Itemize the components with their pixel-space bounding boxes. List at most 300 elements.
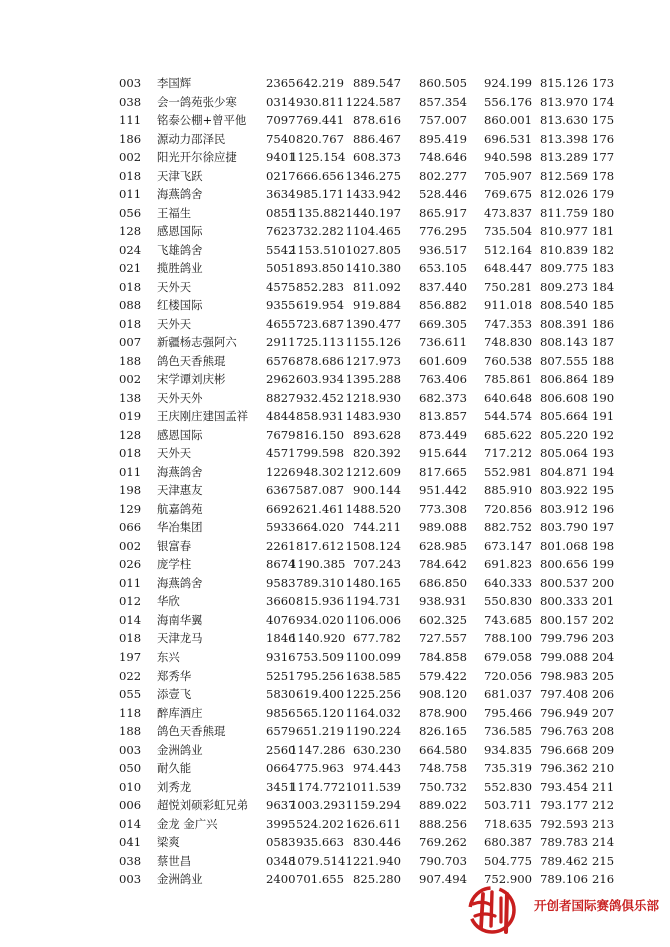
ring-number: 0855 bbox=[266, 205, 296, 220]
ring-number: 4571 bbox=[266, 446, 296, 461]
club-code: 011 bbox=[119, 575, 142, 590]
score-1: 799.598 bbox=[296, 446, 344, 461]
table-row bbox=[0, 333, 670, 352]
total-score: 796.763 bbox=[540, 724, 588, 739]
ring-number: 8827 bbox=[266, 390, 296, 405]
score-1: 725.113 bbox=[296, 335, 344, 350]
loft-name: 梁爽 bbox=[157, 835, 180, 850]
rank-number: 184 bbox=[592, 279, 615, 294]
club-code: 024 bbox=[119, 242, 142, 257]
rank-number: 207 bbox=[592, 705, 615, 720]
club-code: 188 bbox=[119, 353, 142, 368]
score-2: 744.211 bbox=[353, 520, 401, 535]
club-code: 018 bbox=[119, 279, 142, 294]
club-code: 026 bbox=[119, 557, 142, 572]
club-code: 066 bbox=[119, 520, 142, 535]
table-row bbox=[0, 796, 670, 815]
score-4: 747.353 bbox=[484, 316, 532, 331]
ring-number: 1846 bbox=[266, 631, 296, 646]
score-1: 816.150 bbox=[296, 427, 344, 442]
club-code: 088 bbox=[119, 298, 142, 313]
rank-number: 175 bbox=[592, 113, 615, 128]
total-score: 805.064 bbox=[540, 446, 588, 461]
loft-name: 添壹飞 bbox=[157, 687, 192, 702]
club-code: 186 bbox=[119, 131, 142, 146]
ring-number: 0348 bbox=[266, 853, 296, 868]
total-score: 811.759 bbox=[540, 205, 588, 220]
score-3: 857.354 bbox=[419, 94, 467, 109]
score-1: 1135.882 bbox=[290, 205, 346, 220]
score-1: 732.282 bbox=[296, 224, 344, 239]
rank-number: 201 bbox=[592, 594, 615, 609]
score-1: 723.687 bbox=[296, 316, 344, 331]
loft-name: 海南华翼 bbox=[157, 612, 203, 627]
loft-name: 天外天 bbox=[157, 446, 192, 461]
rank-number: 183 bbox=[592, 261, 615, 276]
score-1: 985.171 bbox=[296, 187, 344, 202]
ring-number: 2911 bbox=[266, 335, 296, 350]
score-3: 784.642 bbox=[419, 557, 467, 572]
score-2: 1433.942 bbox=[345, 187, 401, 202]
score-3: 856.882 bbox=[419, 298, 467, 313]
rank-number: 191 bbox=[592, 409, 615, 424]
total-score: 803.790 bbox=[540, 520, 588, 535]
score-1: 753.509 bbox=[296, 649, 344, 664]
club-code: 129 bbox=[119, 501, 142, 516]
ring-number: 3634 bbox=[266, 187, 296, 202]
results-list bbox=[0, 74, 670, 889]
score-2: 1218.930 bbox=[345, 390, 401, 405]
ring-number: 7679 bbox=[266, 427, 296, 442]
rank-number: 196 bbox=[592, 501, 615, 516]
score-2: 677.782 bbox=[353, 631, 401, 646]
score-1: 948.302 bbox=[296, 464, 344, 479]
rank-number: 193 bbox=[592, 446, 615, 461]
score-2: 1638.585 bbox=[345, 668, 401, 683]
score-2: 1346.275 bbox=[345, 168, 401, 183]
club-code: 056 bbox=[119, 205, 142, 220]
total-score: 803.922 bbox=[540, 483, 588, 498]
score-2: 889.547 bbox=[353, 76, 401, 90]
score-4: 473.837 bbox=[484, 205, 532, 220]
ring-number: 0314 bbox=[266, 94, 296, 109]
ring-number: 9316 bbox=[266, 649, 296, 664]
total-score: 810.977 bbox=[540, 224, 588, 239]
ring-number: 5830 bbox=[266, 687, 296, 702]
score-2: 1217.973 bbox=[345, 353, 401, 368]
score-3: 895.419 bbox=[419, 131, 467, 146]
score-1: 934.020 bbox=[296, 612, 344, 627]
score-3: 813.857 bbox=[419, 409, 467, 424]
club-code: 019 bbox=[119, 409, 142, 424]
score-1: 930.811 bbox=[296, 94, 344, 109]
club-code: 018 bbox=[119, 631, 142, 646]
score-2: 1106.006 bbox=[345, 612, 401, 627]
score-1: 858.931 bbox=[296, 409, 344, 424]
loft-name: 飞雄鸽舍 bbox=[157, 242, 203, 257]
score-4: 735.319 bbox=[484, 761, 532, 776]
score-4: 769.675 bbox=[484, 187, 532, 202]
club-code: 041 bbox=[119, 835, 142, 850]
total-score: 804.871 bbox=[540, 464, 588, 479]
score-2: 1480.165 bbox=[345, 575, 401, 590]
score-1: 587.087 bbox=[296, 483, 344, 498]
club-code: 012 bbox=[119, 594, 142, 609]
loft-name: 蔡世昌 bbox=[157, 853, 192, 868]
table-row bbox=[0, 574, 670, 593]
club-code: 022 bbox=[119, 668, 142, 683]
score-2: 1159.294 bbox=[345, 798, 401, 813]
total-score: 810.839 bbox=[540, 242, 588, 257]
total-score: 797.408 bbox=[540, 687, 588, 702]
total-score: 799.796 bbox=[540, 631, 588, 646]
rank-number: 181 bbox=[592, 224, 615, 239]
score-3: 817.665 bbox=[419, 464, 467, 479]
total-score: 812.569 bbox=[540, 168, 588, 183]
score-2: 1190.224 bbox=[345, 724, 401, 739]
total-score: 793.177 bbox=[540, 798, 588, 813]
club-brand-name: 开创者国际赛鸽俱乐部 bbox=[534, 898, 660, 913]
score-2: 878.616 bbox=[353, 113, 401, 128]
table-row bbox=[0, 704, 670, 723]
score-3: 784.858 bbox=[419, 649, 467, 664]
table-row bbox=[0, 241, 670, 260]
rank-number: 213 bbox=[592, 816, 615, 831]
score-3: 908.120 bbox=[419, 687, 467, 702]
loft-name: 天津惠友 bbox=[157, 483, 203, 498]
score-1: 1147.286 bbox=[290, 742, 346, 757]
score-3: 790.703 bbox=[419, 853, 467, 868]
score-3: 878.900 bbox=[419, 705, 467, 720]
total-score: 813.630 bbox=[540, 113, 588, 128]
score-4: 648.447 bbox=[484, 261, 532, 276]
club-code: 003 bbox=[119, 742, 142, 757]
ring-number: 9637 bbox=[266, 798, 296, 813]
table-row bbox=[0, 667, 670, 686]
rank-number: 173 bbox=[592, 76, 615, 90]
total-score: 812.026 bbox=[540, 187, 588, 202]
score-3: 907.494 bbox=[419, 872, 467, 887]
score-1: 664.020 bbox=[296, 520, 344, 535]
score-3: 682.373 bbox=[419, 390, 467, 405]
total-score: 808.391 bbox=[540, 316, 588, 331]
rank-number: 209 bbox=[592, 742, 615, 757]
table-row bbox=[0, 148, 670, 167]
score-4: 934.835 bbox=[484, 742, 532, 757]
table-row bbox=[0, 685, 670, 704]
score-2: 1224.587 bbox=[345, 94, 401, 109]
ring-number: 0583 bbox=[266, 835, 296, 850]
table-row bbox=[0, 444, 670, 463]
kaichuang-seal-icon bbox=[461, 882, 523, 938]
score-4: 552.981 bbox=[484, 464, 532, 479]
club-code: 011 bbox=[119, 464, 142, 479]
club-code: 138 bbox=[119, 390, 142, 405]
total-score: 805.664 bbox=[540, 409, 588, 424]
ring-number: 5542 bbox=[266, 242, 296, 257]
loft-name: 海燕鸽舍 bbox=[157, 575, 203, 590]
score-3: 865.917 bbox=[419, 205, 467, 220]
score-4: 544.574 bbox=[484, 409, 532, 424]
score-3: 802.277 bbox=[419, 168, 467, 183]
score-4: 550.830 bbox=[484, 594, 532, 609]
table-row bbox=[0, 852, 670, 871]
score-4: 685.622 bbox=[484, 427, 532, 442]
score-1: 852.283 bbox=[296, 279, 344, 294]
club-code: 018 bbox=[119, 316, 142, 331]
ring-number: 4844 bbox=[266, 409, 296, 424]
table-row bbox=[0, 555, 670, 574]
score-1: 935.663 bbox=[296, 835, 344, 850]
ring-number: 4575 bbox=[266, 279, 296, 294]
total-score: 806.608 bbox=[540, 390, 588, 405]
score-4: 736.585 bbox=[484, 724, 532, 739]
total-score: 808.143 bbox=[540, 335, 588, 350]
ring-number: 3995 bbox=[266, 816, 296, 831]
ring-number: 5251 bbox=[266, 668, 296, 683]
loft-name: 感恩国际 bbox=[157, 224, 203, 239]
score-1: 1125.154 bbox=[290, 150, 346, 165]
club-code: 010 bbox=[119, 779, 142, 794]
score-1: 666.656 bbox=[296, 168, 344, 183]
score-1: 775.963 bbox=[296, 761, 344, 776]
rank-number: 202 bbox=[592, 612, 615, 627]
rank-number: 206 bbox=[592, 687, 615, 702]
table-row bbox=[0, 222, 670, 241]
rank-number: 182 bbox=[592, 242, 615, 257]
score-1: 1003.293 bbox=[290, 798, 346, 813]
loft-name: 海燕鸽舍 bbox=[157, 187, 203, 202]
score-3: 601.609 bbox=[419, 353, 467, 368]
score-4: 680.387 bbox=[484, 835, 532, 850]
score-2: 1027.805 bbox=[345, 242, 401, 257]
loft-name: 源动力邵泽民 bbox=[157, 131, 226, 146]
table-row bbox=[0, 426, 670, 445]
loft-name: 醉库酒庄 bbox=[157, 705, 203, 720]
ring-number: 0664 bbox=[266, 761, 296, 776]
score-1: 817.612 bbox=[296, 538, 344, 553]
total-score: 793.454 bbox=[540, 779, 588, 794]
table-row bbox=[0, 407, 670, 426]
loft-name: 超悦刘硕彩虹兄弟 bbox=[157, 798, 249, 813]
score-1: 701.655 bbox=[296, 872, 344, 887]
loft-name: 金洲鸽业 bbox=[157, 872, 203, 887]
club-code: 128 bbox=[119, 427, 142, 442]
club-code: 197 bbox=[119, 649, 142, 664]
rank-number: 180 bbox=[592, 205, 615, 220]
score-3: 579.422 bbox=[419, 668, 467, 683]
score-3: 736.611 bbox=[419, 335, 467, 350]
total-score: 800.333 bbox=[540, 594, 588, 609]
rank-number: 205 bbox=[592, 668, 615, 683]
rank-number: 176 bbox=[592, 131, 615, 146]
rank-number: 210 bbox=[592, 761, 615, 776]
loft-name: 宋学谭刘庆彬 bbox=[157, 372, 226, 387]
score-3: 860.505 bbox=[419, 76, 467, 90]
score-1: 603.934 bbox=[296, 372, 344, 387]
ring-number: 8674 bbox=[266, 557, 296, 572]
score-4: 673.147 bbox=[484, 538, 532, 553]
total-score: 805.220 bbox=[540, 427, 588, 442]
loft-name: 天外天外 bbox=[157, 390, 203, 405]
score-2: 608.373 bbox=[353, 150, 401, 165]
table-row bbox=[0, 500, 670, 519]
score-4: 785.861 bbox=[484, 372, 532, 387]
rank-number: 215 bbox=[592, 853, 615, 868]
score-2: 1410.380 bbox=[345, 261, 401, 276]
score-1: 769.441 bbox=[296, 113, 344, 128]
total-score: 796.668 bbox=[540, 742, 588, 757]
total-score: 815.126 bbox=[540, 76, 588, 90]
club-code: 128 bbox=[119, 224, 142, 239]
loft-name: 海燕鸽舍 bbox=[157, 464, 203, 479]
table-row bbox=[0, 278, 670, 297]
table-row bbox=[0, 870, 670, 889]
loft-name: 华欣 bbox=[157, 594, 180, 609]
table-row bbox=[0, 93, 670, 112]
total-score: 806.864 bbox=[540, 372, 588, 387]
score-2: 630.230 bbox=[353, 742, 401, 757]
table-row bbox=[0, 389, 670, 408]
ring-number: 3451 bbox=[266, 779, 296, 794]
club-code: 198 bbox=[119, 483, 142, 498]
loft-name: 金洲鸽业 bbox=[157, 742, 203, 757]
ring-number: 7623 bbox=[266, 224, 296, 239]
loft-name: 红楼国际 bbox=[157, 298, 203, 313]
score-3: 769.262 bbox=[419, 835, 467, 850]
loft-name: 天津龙马 bbox=[157, 631, 203, 646]
score-4: 795.466 bbox=[484, 705, 532, 720]
score-1: 1079.514 bbox=[290, 853, 346, 868]
score-3: 748.758 bbox=[419, 761, 467, 776]
ring-number: 2962 bbox=[266, 372, 296, 387]
loft-name: 耐久能 bbox=[157, 761, 192, 776]
score-3: 528.446 bbox=[419, 187, 467, 202]
club-code: 021 bbox=[119, 261, 142, 276]
total-score: 799.088 bbox=[540, 649, 588, 664]
club-code: 018 bbox=[119, 446, 142, 461]
score-4: 552.830 bbox=[484, 779, 532, 794]
club-code: 188 bbox=[119, 724, 142, 739]
score-4: 512.164 bbox=[484, 242, 532, 257]
score-2: 1488.520 bbox=[345, 501, 401, 516]
score-3: 826.165 bbox=[419, 724, 467, 739]
ring-number: 9355 bbox=[266, 298, 296, 313]
score-4: 696.531 bbox=[484, 131, 532, 146]
club-code: 002 bbox=[119, 538, 142, 553]
table-row bbox=[0, 370, 670, 389]
score-1: 795.256 bbox=[296, 668, 344, 683]
score-4: 760.538 bbox=[484, 353, 532, 368]
ring-number: 5933 bbox=[266, 520, 296, 535]
score-2: 1100.099 bbox=[345, 649, 401, 664]
club-code: 002 bbox=[119, 150, 142, 165]
score-4: 720.856 bbox=[484, 501, 532, 516]
table-row bbox=[0, 778, 670, 797]
score-4: 705.907 bbox=[484, 168, 532, 183]
table-row bbox=[0, 722, 670, 741]
table-row bbox=[0, 185, 670, 204]
ring-number: 3660 bbox=[266, 594, 296, 609]
rank-number: 197 bbox=[592, 520, 615, 535]
score-2: 1104.465 bbox=[345, 224, 401, 239]
club-code: 006 bbox=[119, 798, 142, 813]
score-2: 1164.032 bbox=[345, 705, 401, 720]
loft-name: 华冶集团 bbox=[157, 520, 203, 535]
ring-number: 9583 bbox=[266, 575, 296, 590]
rank-number: 188 bbox=[592, 353, 615, 368]
score-1: 893.850 bbox=[296, 261, 344, 276]
score-2: 919.884 bbox=[353, 298, 401, 313]
score-1: 565.120 bbox=[296, 705, 344, 720]
score-2: 820.392 bbox=[353, 446, 401, 461]
total-score: 789.783 bbox=[540, 835, 588, 850]
score-2: 1011.539 bbox=[345, 779, 401, 794]
score-2: 886.467 bbox=[353, 131, 401, 146]
table-row bbox=[0, 352, 670, 371]
table-row bbox=[0, 537, 670, 556]
rank-number: 198 bbox=[592, 538, 615, 553]
table-row bbox=[0, 315, 670, 334]
score-4: 640.648 bbox=[484, 390, 532, 405]
rank-number: 179 bbox=[592, 187, 615, 202]
total-score: 789.106 bbox=[540, 872, 588, 887]
ring-number: 7540 bbox=[266, 131, 296, 146]
score-2: 1194.731 bbox=[345, 594, 401, 609]
score-2: 1225.256 bbox=[345, 687, 401, 702]
club-code: 038 bbox=[119, 853, 142, 868]
ring-number: 0217 bbox=[266, 168, 296, 183]
score-2: 825.280 bbox=[353, 872, 401, 887]
ring-number: 6367 bbox=[266, 483, 296, 498]
loft-name: 东兴 bbox=[157, 649, 180, 664]
score-4: 556.176 bbox=[484, 94, 532, 109]
score-3: 951.442 bbox=[419, 483, 467, 498]
score-4: 735.504 bbox=[484, 224, 532, 239]
total-score: 813.398 bbox=[540, 131, 588, 146]
score-3: 776.295 bbox=[419, 224, 467, 239]
score-3: 748.646 bbox=[419, 150, 467, 165]
total-score: 808.540 bbox=[540, 298, 588, 313]
loft-name: 天津飞跃 bbox=[157, 168, 203, 183]
table-row bbox=[0, 815, 670, 834]
total-score: 798.983 bbox=[540, 668, 588, 683]
score-3: 727.557 bbox=[419, 631, 467, 646]
club-code: 055 bbox=[119, 687, 142, 702]
club-code: 118 bbox=[119, 705, 142, 720]
score-2: 893.628 bbox=[353, 427, 401, 442]
ring-number: 6579 bbox=[266, 724, 296, 739]
table-row bbox=[0, 204, 670, 223]
ring-number: 2560 bbox=[266, 742, 296, 757]
loft-name: 天外天 bbox=[157, 316, 192, 331]
score-1: 1153.510 bbox=[290, 242, 346, 257]
score-4: 718.635 bbox=[484, 816, 532, 831]
total-score: 789.462 bbox=[540, 853, 588, 868]
score-4: 885.910 bbox=[484, 483, 532, 498]
score-2: 974.443 bbox=[353, 761, 401, 776]
table-row bbox=[0, 833, 670, 852]
loft-name: 新疆杨志强阿六 bbox=[157, 335, 237, 350]
score-3: 889.022 bbox=[419, 798, 467, 813]
score-1: 815.936 bbox=[296, 594, 344, 609]
score-3: 669.305 bbox=[419, 316, 467, 331]
score-1: 878.686 bbox=[296, 353, 344, 368]
club-code: 050 bbox=[119, 761, 142, 776]
score-3: 936.517 bbox=[419, 242, 467, 257]
score-4: 679.058 bbox=[484, 649, 532, 664]
score-2: 1212.609 bbox=[345, 464, 401, 479]
